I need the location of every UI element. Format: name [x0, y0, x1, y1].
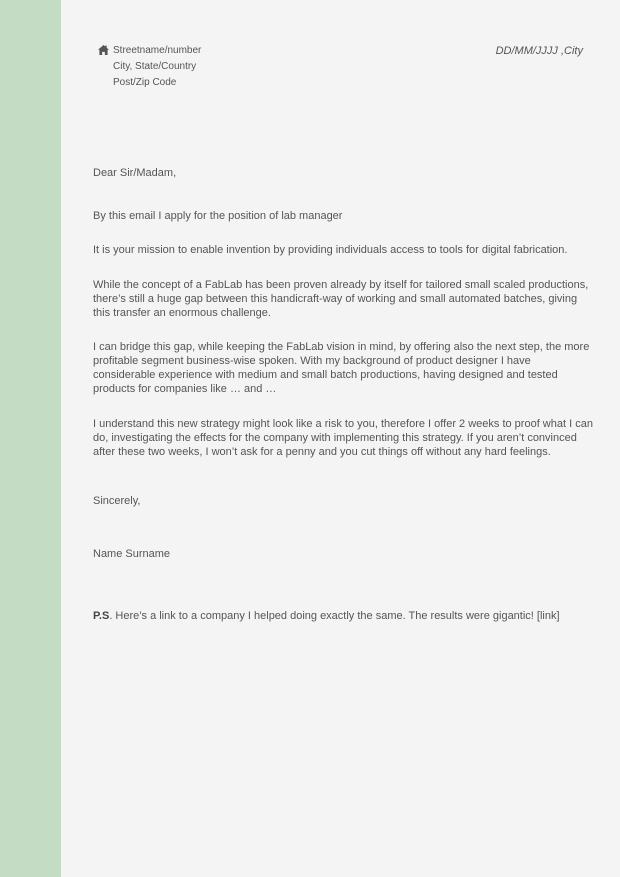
address-street: Streetname/number: [113, 45, 202, 56]
ps-label: P.S: [93, 610, 110, 622]
paragraph-intro: By this email I apply for the position of lab manager: [93, 210, 343, 222]
postscript: [93, 609, 593, 623]
sender-address: [98, 43, 201, 91]
paragraph-concept: While the concept of a FabLab has been proven already by itself for tailored small scaled productions, there’s still a huge gap between this handicraft-way of working and small automated batches, giving this transfer an enormous challenge.: [93, 279, 589, 319]
letter-body: [93, 166, 593, 622]
salutation: Dear Sir/Madam,: [93, 167, 177, 179]
address-city: City, State/Country: [113, 61, 197, 72]
paragraph-mission: It is your mission to enable invention by providing individuals access to tools for digital fabrication.: [93, 244, 568, 256]
home-icon: [98, 45, 109, 55]
sidebar-accent: [0, 0, 61, 877]
date-line: DD/MM/JJJJ ,City: [495, 45, 583, 57]
ps-text: . Here’s a link to a company I helped doing exactly the same. The results were gigantic! [link]: [109, 610, 560, 622]
closing: Sincerely,: [93, 495, 141, 507]
signature: Name Surname: [93, 548, 171, 560]
address-zip: Post/Zip Code: [113, 77, 177, 88]
paragraph-bridge: I can bridge this gap, while keeping the FabLab vision in mind, by offering also the next step, the more profitable segment business-wise spoken. With my background of product designer I have considerable experience with medium and small batch productions, having designed and tested products for companies like … and …: [93, 341, 590, 395]
paragraph-understand: I understand this new strategy might look like a risk to you, therefore I offer 2 weeks to proof what I can do, investigating the effects for the company with implementing this strategy. If you aren’t convinced after these two weeks, I won’t ask for a penny and you cut things off without any hard feelings.: [93, 418, 593, 458]
